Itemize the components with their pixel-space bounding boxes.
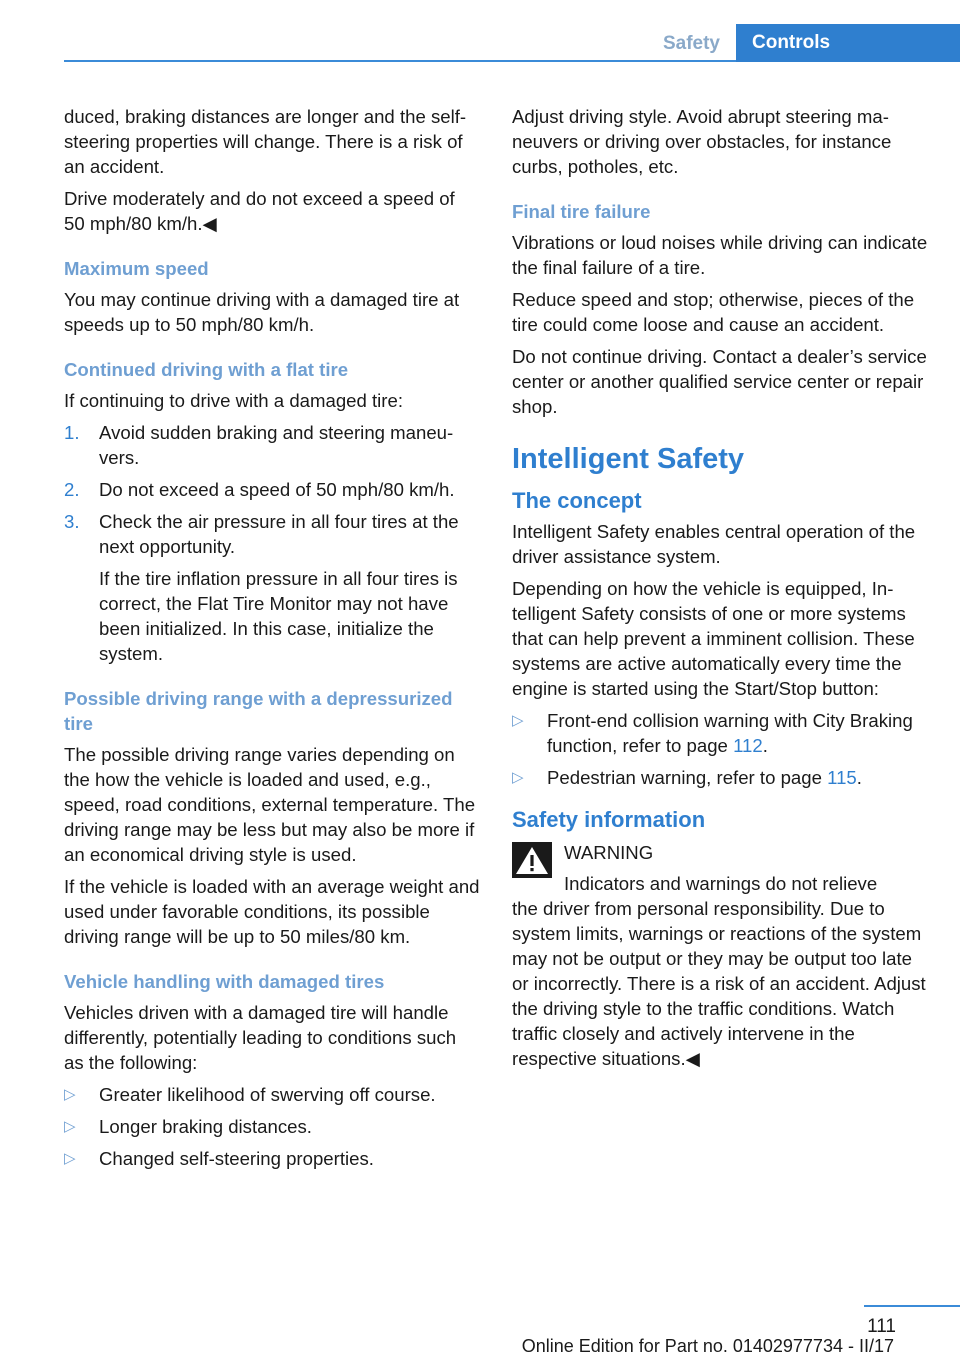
handling-list: [64, 1082, 480, 1171]
list-item: [512, 708, 928, 758]
handling-heading: Vehicle handling with damaged tires: [64, 971, 385, 992]
adjust-style-paragraph: Adjust driving style. Avoid abrupt steering maneuvers or driving over obstacles, for instance curbs, potholes, etc.: [512, 106, 892, 177]
flat-tire-steps: [64, 420, 480, 666]
list-item-text: Longer braking distances.: [99, 1116, 312, 1137]
range-paragraph-1: The possible driving range varies depending on the how the vehicle is loaded and used, e.g., speed, road conditions, external temperature. The driving range may be less but may also be more if an economical driving style is used.: [64, 744, 476, 865]
list-item: [64, 1114, 480, 1139]
step-text: Check the air pressure in all four tires at the next opportunity.: [99, 511, 459, 557]
concept-paragraph-1: Intelligent Safety enables central operation of the driver assistance system.: [512, 521, 916, 567]
list-item-end: .: [856, 767, 862, 788]
warning-text: the driver from personal responsibility. Due to system limits, warnings or reactions of the system may not be output or they may be output too late or incorrectly. There is a risk of an accident. Adjust the driving style to the traffic conditions. Watch traffic closely and actively intervene in the respective situations.◀: [512, 898, 926, 1069]
step-text: Do not exceed a speed of 50 mph/80 km/h.: [99, 479, 455, 500]
systems-list: [512, 708, 928, 790]
handling-intro: Vehicles driven with a damaged tire will handle differently, potentially leading to conditions such as the following:: [64, 1002, 457, 1073]
triangle-bullet-icon: ▷: [512, 712, 524, 729]
step-number: 1.: [64, 422, 80, 443]
page-link-112[interactable]: 112: [733, 735, 763, 756]
list-item-text: Pedestrian warning, refer to page: [547, 767, 828, 788]
edition-note: Online Edition for Part no. 01402977734 - II/17: [521, 1336, 894, 1356]
speed-limit-paragraph: Drive moderately and do not exceed a speed of 50 mph/80 km/h.◀: [64, 188, 455, 234]
safety-information-heading: Safety information: [512, 807, 706, 832]
final-failure-paragraph-3: Do not continue driving. Contact a dealer’s service center or another qualified service center or repair shop.: [512, 346, 927, 417]
triangle-bullet-icon: ▷: [64, 1118, 76, 1135]
concept-heading: The concept: [512, 488, 642, 513]
final-failure-paragraph-2: Reduce speed and stop; otherwise, pieces of the tire could come loose and cause an accident.: [512, 289, 915, 335]
right-column: [512, 104, 928, 1071]
list-item: [64, 1082, 480, 1107]
warning-label: WARNING: [564, 842, 654, 863]
page-number: 111: [867, 1316, 896, 1337]
warning-block: [512, 840, 928, 1071]
max-speed-heading: Maximum speed: [64, 258, 209, 279]
triangle-bullet-icon: ▷: [512, 769, 524, 786]
step-item: [64, 509, 480, 666]
triangle-bullet-icon: ▷: [64, 1086, 76, 1103]
step-note: If the tire inflation pressure in all four tires is correct, the Flat Tire Monitor may not have been initialized. In this case, initialize the system.: [99, 568, 458, 664]
final-tire-failure-heading: Final tire failure: [512, 201, 651, 222]
footer-rule: [864, 1305, 960, 1307]
tab-safety[interactable]: Safety: [662, 33, 720, 54]
list-item: [64, 1146, 480, 1171]
max-speed-text: You may continue driving with a damaged tire at speeds up to 50 mph/80 km/h.: [64, 289, 460, 335]
step-text: Avoid sudden braking and steering maneuvers.: [99, 422, 454, 468]
step-number: 2.: [64, 479, 80, 500]
flat-tire-heading: Continued driving with a flat tire: [64, 359, 349, 380]
list-item-text: Greater likelihood of swerving off course.: [99, 1084, 436, 1105]
flat-tire-intro: If continuing to drive with a damaged tire:: [64, 390, 404, 411]
list-item-text: Changed self-steering properties.: [99, 1148, 374, 1169]
final-failure-paragraph-1: Vibrations or loud noises while driving can indicate the final failure of a tire.: [512, 232, 928, 278]
triangle-bullet-icon: ▷: [64, 1150, 76, 1167]
range-heading: Possible driving range with a depressurized tire: [64, 688, 453, 734]
step-item: [64, 477, 480, 502]
list-item: [512, 765, 928, 790]
section-title: Intelligent Safety: [512, 443, 745, 475]
warning-text-first-line: Indicators and warnings do not relieve: [564, 873, 878, 894]
step-number: 3.: [64, 511, 80, 532]
left-column: [64, 104, 480, 1178]
tab-controls[interactable]: Controls: [736, 24, 960, 62]
intro-paragraph: duced, braking distances are longer and the self-steering properties will change. There is a risk of an accident.: [64, 106, 467, 177]
range-paragraph-2: If the vehicle is loaded with an average weight and used under favorable conditions, its possible driving range will be up to 50 miles/80 km.: [64, 876, 480, 947]
warning-triangle-icon: [512, 842, 552, 878]
list-item-end: .: [762, 735, 768, 756]
page-link-115[interactable]: 115: [827, 767, 857, 788]
step-item: [64, 420, 480, 470]
concept-paragraph-2: Depending on how the vehicle is equipped, Intelligent Safety consists of one or more systems that can help prevent a imminent collision. These systems are active automatically every time the engine is started using the Start/Stop button:: [512, 578, 915, 699]
list-item-text: Front-end collision warning with City Braking function, refer to page: [547, 710, 913, 756]
